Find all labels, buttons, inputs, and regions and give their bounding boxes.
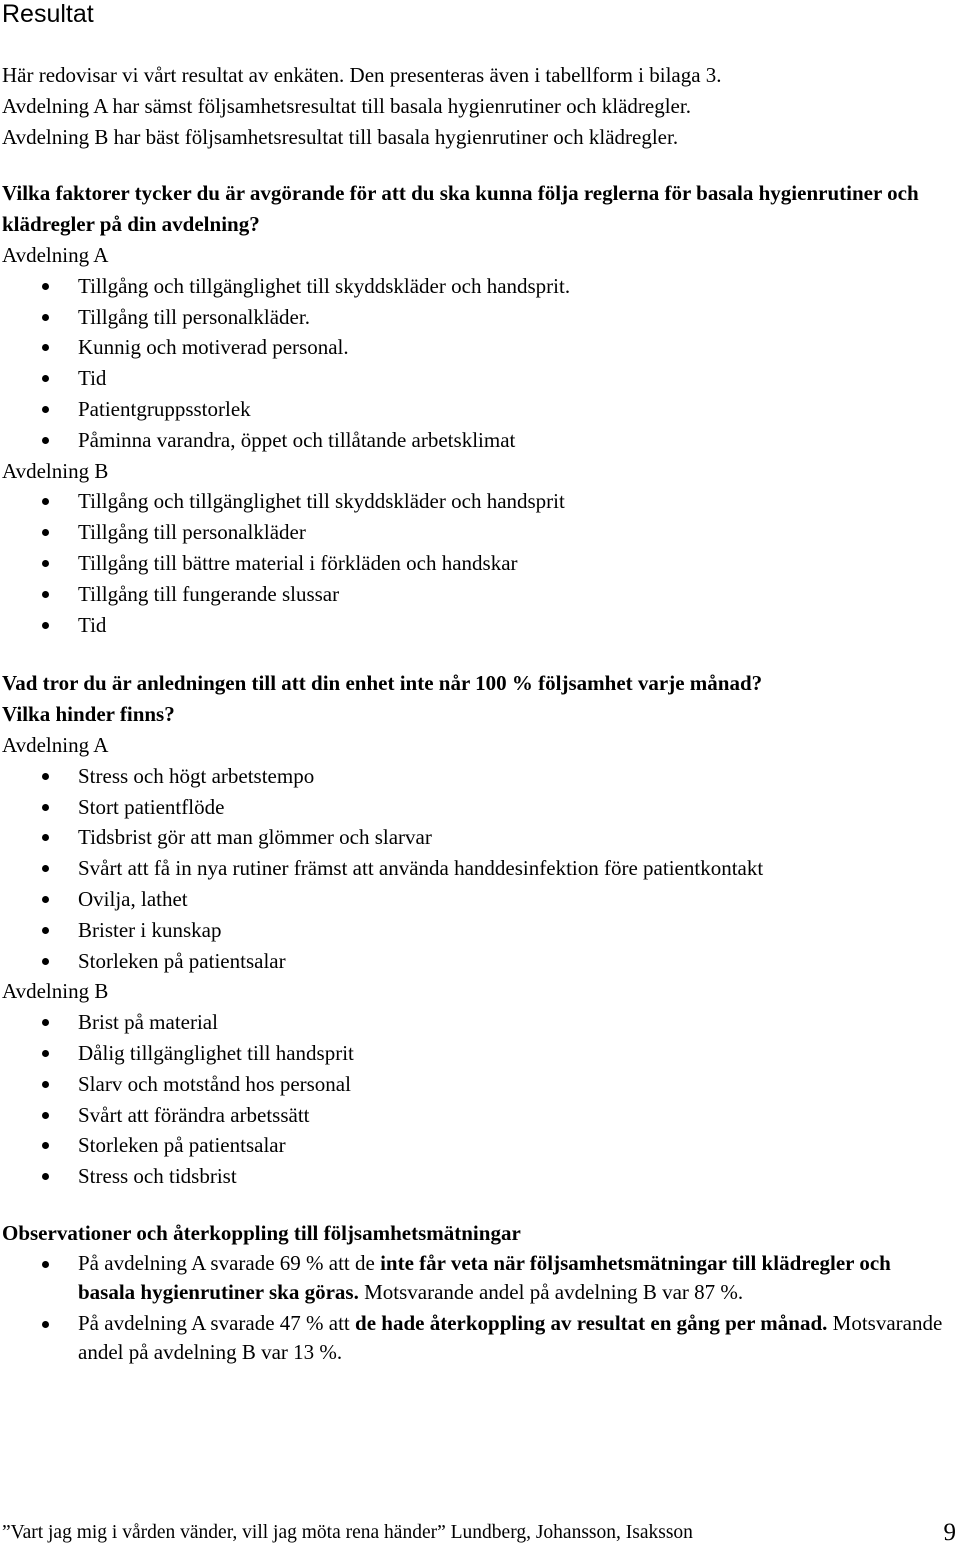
list-item: Storleken på patientsalar bbox=[2, 1130, 952, 1161]
question-obstacles: Vad tror du är anledningen till att din enhet inte når 100 % följsamhet varje månad? bbox=[2, 671, 763, 696]
observation-text: På avdelning A svarade 69 % att de bbox=[78, 1250, 381, 1275]
observations-list bbox=[2, 1249, 952, 1368]
question-factors: Vilka faktorer tycker du är avgörande för att du ska kunna följa reglerna för basala hygienrutiner och klädregler på din avdelning? bbox=[2, 181, 919, 237]
list-item: Påminna varandra, öppet och tillåtande arbetsklimat bbox=[2, 425, 952, 456]
dept-a-label: Avdelning A bbox=[2, 732, 109, 757]
list-item: Brister i kunskap bbox=[2, 915, 952, 946]
list-item: Brist på material bbox=[2, 1007, 952, 1038]
list-item: Stress och tidsbrist bbox=[2, 1161, 952, 1192]
page-number: 9 bbox=[943, 1519, 956, 1546]
list-item: Tillgång och tillgänglighet till skyddskläder och handsprit. bbox=[2, 271, 952, 302]
list-item: Tid bbox=[2, 610, 952, 641]
observations-heading: Observationer och återkoppling till följsamhetsmätningar bbox=[2, 1220, 521, 1245]
list-item: Slarv och motstånd hos personal bbox=[2, 1069, 952, 1100]
list-item: Tillgång till personalkläder bbox=[2, 517, 952, 548]
list-item: Tillgång och tillgänglighet till skyddskläder och handsprit bbox=[2, 486, 952, 517]
list-item: Storleken på patientsalar bbox=[2, 946, 952, 977]
list-item: Kunnig och motiverad personal. bbox=[2, 332, 952, 363]
obstacles-dept-b-list bbox=[2, 1007, 952, 1192]
dept-a-label: Avdelning A bbox=[2, 242, 109, 267]
factors-dept-b-list bbox=[2, 486, 952, 640]
page-footer bbox=[2, 1520, 960, 1546]
list-item: Stort patientflöde bbox=[2, 792, 952, 823]
document-page bbox=[2, 0, 952, 1368]
footer-text: ”Vart jag mig i vården vänder, vill jag möta rena händer” Lundberg, Johansson, Isaksson bbox=[2, 1522, 693, 1543]
dept-b-label: Avdelning B bbox=[2, 979, 109, 1004]
list-item: Ovilja, lathet bbox=[2, 884, 952, 915]
list-item: Tidsbrist gör att man glömmer och slarvar bbox=[2, 822, 952, 853]
factors-dept-a-list bbox=[2, 271, 952, 456]
intro-paragraph bbox=[2, 60, 952, 152]
list-item: Dålig tillgänglighet till handsprit bbox=[2, 1038, 952, 1069]
page-heading: Resultat bbox=[2, 0, 94, 28]
list-item: Svårt att förändra arbetssätt bbox=[2, 1100, 952, 1131]
list-item: Tillgång till personalkläder. bbox=[2, 302, 952, 333]
intro-line: Här redovisar vi vårt resultat av enkäten. Den presenteras även i tabellform i bilaga 3. bbox=[2, 63, 722, 87]
list-item: Patientgruppsstorlek bbox=[2, 394, 952, 425]
obstacles-dept-a-list bbox=[2, 761, 952, 977]
observation-text: På avdelning A svarade 47 % att bbox=[78, 1310, 356, 1335]
list-item: Svårt att få in nya rutiner främst att använda handdesinfektion före patientkontakt bbox=[2, 853, 952, 884]
question-obstacles-line2: Vilka hinder finns? bbox=[2, 702, 175, 727]
observation-emphasis: inte får veta när följsamhetsmätningar till klädregler och basala hygienrutiner ska göras. bbox=[78, 1250, 891, 1305]
observation-item bbox=[2, 1249, 952, 1308]
list-item: Tid bbox=[2, 363, 952, 394]
list-item: Tillgång till bättre material i förkläden och handskar bbox=[2, 548, 952, 579]
observation-text: Motsvarande andel på avdelning B var 87 %. bbox=[358, 1280, 744, 1305]
observation-text: Motsvarande andel på avdelning B var 13 %. bbox=[78, 1310, 943, 1365]
list-item: Tillgång till fungerande slussar bbox=[2, 579, 952, 610]
dept-b-label: Avdelning B bbox=[2, 458, 109, 483]
intro-line: Avdelning A har sämst följsamhetsresultat till basala hygienrutiner och klädregler. bbox=[2, 93, 691, 118]
observation-item bbox=[2, 1309, 952, 1368]
observation-emphasis: de hade återkoppling av resultat en gång per månad. bbox=[355, 1310, 828, 1335]
list-item: Stress och högt arbetstempo bbox=[2, 761, 952, 792]
intro-line: Avdelning B har bäst följsamhetsresultat till basala hygienrutiner och klädregler. bbox=[2, 124, 679, 149]
